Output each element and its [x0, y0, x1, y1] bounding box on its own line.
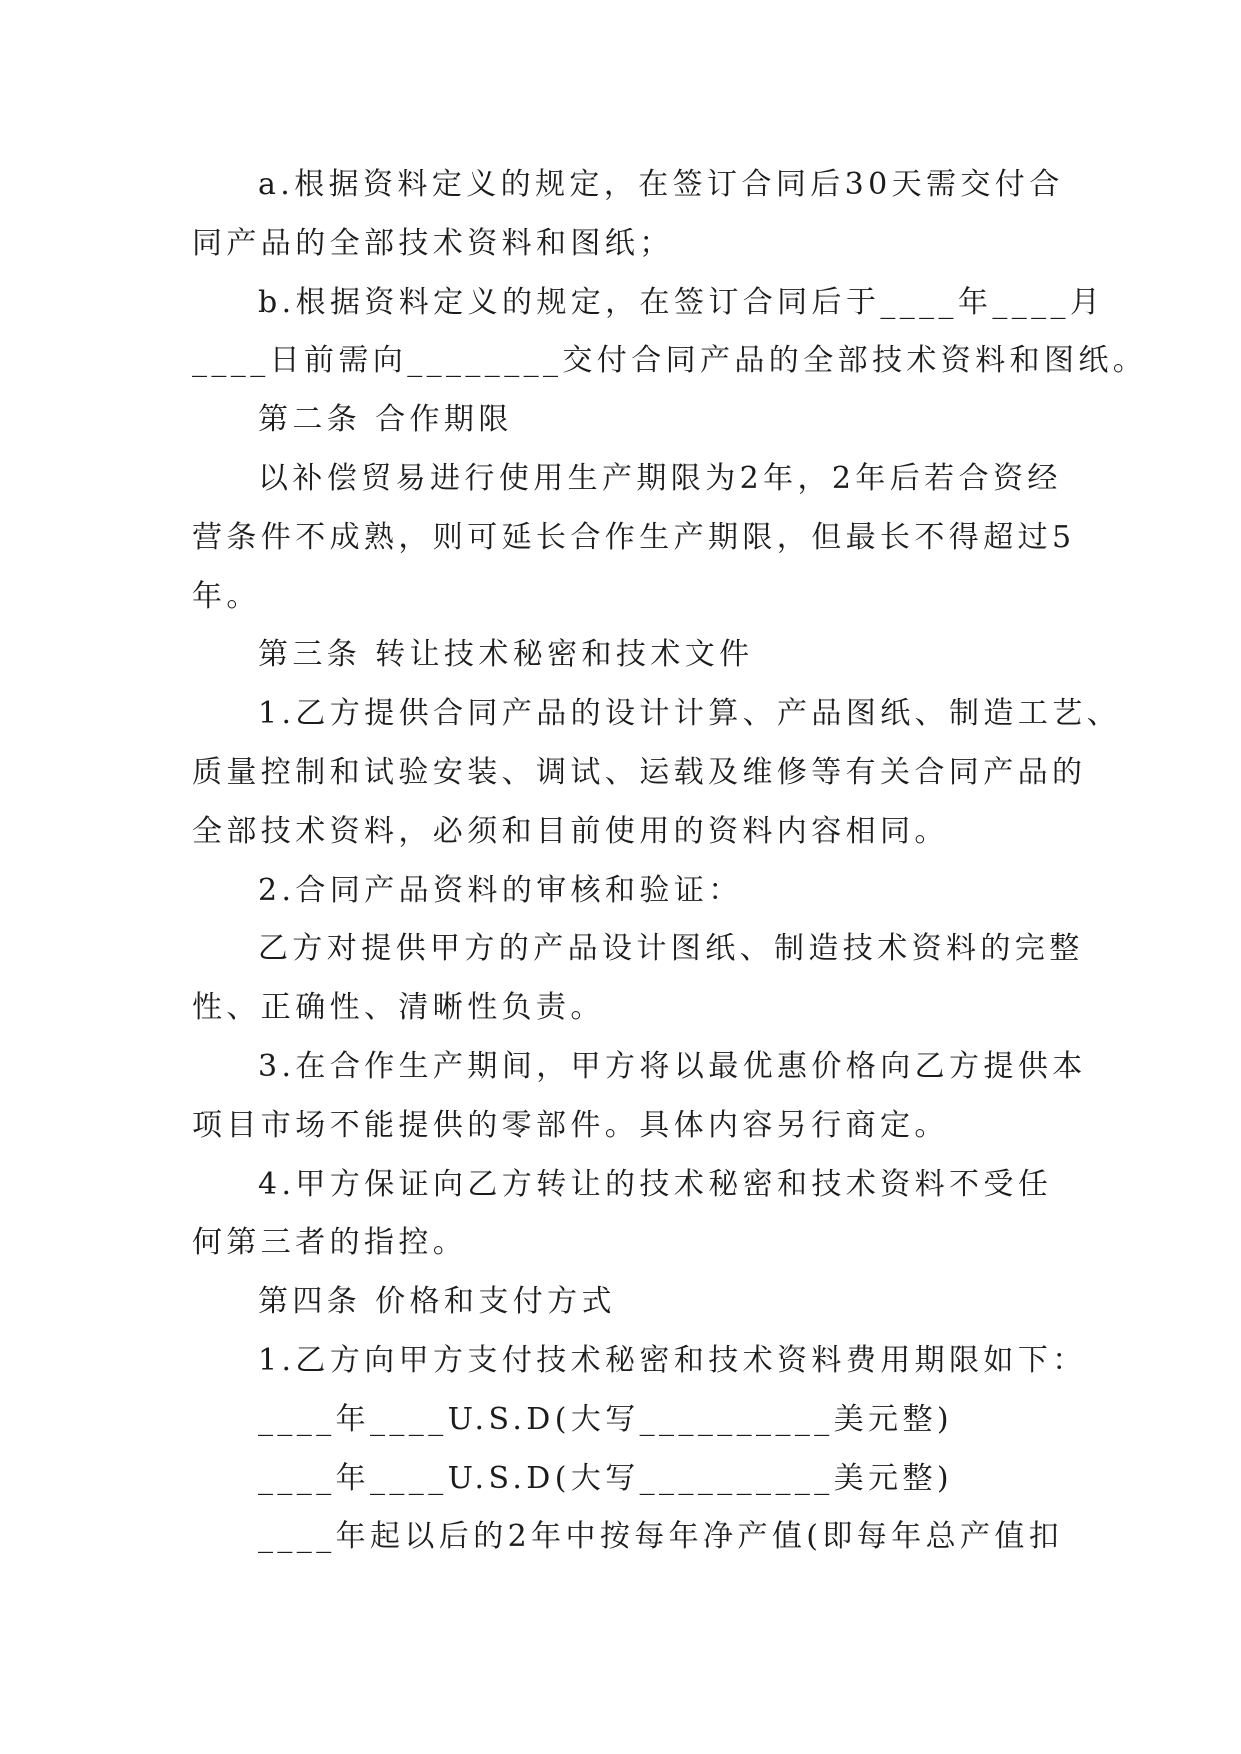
document-body	[192, 156, 1148, 1567]
paragraph-line: 年。	[192, 578, 261, 614]
paragraph-line: 性、正确性、清晰性负责。	[192, 990, 605, 1026]
payment-line: ____年____U.S.D(大写__________美元整)	[258, 1460, 953, 1496]
payment-line: ____年____U.S.D(大写__________美元整)	[258, 1401, 953, 1437]
section-heading: 第四条 价格和支付方式	[258, 1284, 616, 1320]
paragraph-line: 以补偿贸易进行使用生产期限为2年，2年后若合资经	[258, 460, 1062, 496]
paragraph-line: 项目市场不能提供的零部件。具体内容另行商定。	[192, 1107, 949, 1143]
paragraph-line: 质量控制和试验安装、调试、运载及维修等有关合同产品的	[192, 754, 1087, 790]
paragraph-line: ____年起以后的2年中按每年净产值(即每年总产值扣	[258, 1519, 1064, 1555]
paragraph-line: 同产品的全部技术资料和图纸；	[192, 225, 674, 261]
section-heading: 第二条 合作期限	[258, 402, 513, 438]
paragraph-line: 2.合同产品资料的审核和验证：	[258, 872, 743, 908]
paragraph-line: 1.乙方向甲方支付技术秘密和技术资料费用期限如下：	[258, 1342, 1087, 1378]
paragraph-line: 营条件不成熟，则可延长合作生产期限，但最长不得超过5	[192, 519, 1076, 555]
paragraph-line: ____日前需向________交付合同产品的全部技术资料和图纸。	[192, 343, 1148, 379]
paragraph-line: 何第三者的指控。	[192, 1225, 468, 1261]
section-heading: 第三条 转让技术秘密和技术文件	[258, 637, 754, 673]
paragraph-line: 4.甲方保证向乙方转让的技术秘密和技术资料不受任	[258, 1166, 1053, 1202]
paragraph-line: b.根据资料定义的规定，在签订合同后于____年____月	[258, 284, 1105, 320]
paragraph-line: 乙方对提供甲方的产品设计图纸、制造技术资料的完整	[258, 931, 1084, 967]
paragraph-line: 1.乙方提供合同产品的设计计算、产品图纸、制造工艺、	[258, 696, 1122, 732]
paragraph-line: 全部技术资料，必须和目前使用的资料内容相同。	[192, 813, 949, 849]
paragraph-line: a.根据资料定义的规定，在签订合同后30天需交付合	[258, 167, 1064, 202]
paragraph-line: 3.在合作生产期间，甲方将以最优惠价格向乙方提供本	[258, 1048, 1087, 1084]
